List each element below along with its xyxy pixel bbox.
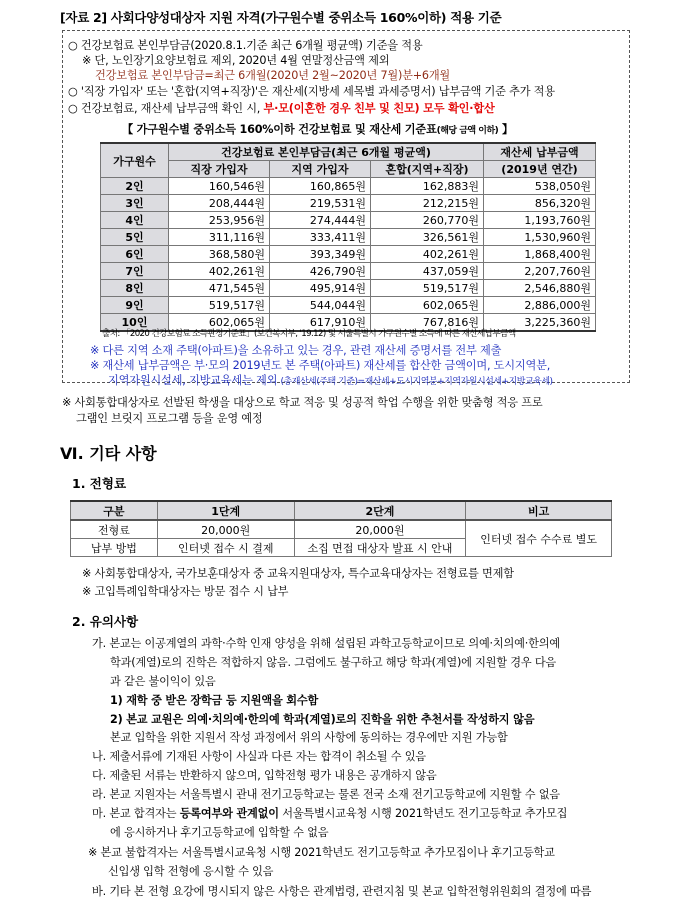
section-title: Ⅵ. 기타 사항 [60, 444, 157, 463]
table-row [101, 297, 596, 314]
work-cell: 253,956원 [169, 212, 270, 229]
criteria-3-prefix: ○ 건강보험료, 재산세 납부금액 확인 시, [68, 102, 264, 115]
income-table-title-small: (해당 금액 이하) [436, 126, 499, 136]
caution-ga-2: 학과(계열)로의 진학은 적합하지 않음. 그럼에도 불구하고 해당 학과(계열)에 지원할 경우 다음 [110, 656, 557, 669]
work-cell: 402,261원 [169, 263, 270, 280]
col-tax-year: (2019년 연간) [484, 161, 596, 178]
caution-ma-1-bold: 등록여부와 관계없이 [179, 807, 279, 820]
work-cell: 208,444원 [169, 195, 270, 212]
col-tax: 재산세 납부금액 [484, 143, 596, 161]
col-work: 직장 가입자 [169, 161, 270, 178]
fee-note-1: ※ 사회통합대상자, 국가보훈대상자 중 교육지원대상자, 특수교육대상자는 전형료를 면제함 [82, 567, 514, 580]
caution-ma-1-suffix: 서울특별시교육청 시행 2021학년도 전기고등학교 추가모집 [278, 807, 568, 820]
table-row [101, 195, 596, 212]
household-size-cell: 5인 [101, 229, 169, 246]
col-health: 건강보험료 본인부담금(최근 6개월 평균액) [169, 143, 484, 161]
mixed-cell: 602,065원 [371, 297, 484, 314]
payment-stage1: 인터넷 접수 시 결제 [157, 539, 294, 557]
caution-na: 나. 제출서류에 기재된 사항이 사실과 다른 자는 합격이 취소될 수 있음 [92, 750, 426, 763]
table-row [101, 212, 596, 229]
fee-stage1-amount: 20,000원 [157, 520, 294, 539]
tax-cell: 856,320원 [484, 195, 596, 212]
fee-note-2: ※ 고입특례입학대상자는 방문 접수 시 납부 [82, 585, 289, 598]
table-row [101, 229, 596, 246]
income-note-2: ※ 재산세 납부금액은 부·모의 2019년도 본 주택(아파트) 재산세를 합산한 금액이며, 도시지역분, [90, 359, 551, 372]
criteria-2: ○ '직장 가입자' 또는 '혼합(지역+직장)'은 재산세(지방세 세목별 과세증명서) 납부금액 기준 추가 적용 [68, 85, 555, 98]
fee-row-label: 전형료 [71, 520, 158, 539]
fee-stage2-amount: 20,000원 [294, 520, 466, 539]
caution-ma-note-1: ※ 본교 불합격자는 서울특별시교육청 시행 2021학년도 전기고등학교 추가모집이나 후기고등학교 [88, 846, 555, 859]
work-cell: 160,546원 [169, 178, 270, 195]
mixed-cell: 402,261원 [371, 246, 484, 263]
mixed-cell: 212,215원 [371, 195, 484, 212]
criteria-1-formula: 건강보험료 본인부담금=최근 6개월(2020년 2월~2020년 7월)분+6개월 [95, 69, 451, 82]
table-row [101, 263, 596, 280]
caution-ba: 바. 기타 본 전형 요강에 명시되지 않은 사항은 관계법령, 관련지침 및 본교 입학전형위원회의 결정에 따름 [92, 885, 592, 898]
caution-ma-2: 에 응시하거나 후기고등학교에 입학할 수 없음 [110, 826, 329, 839]
criteria-3 [68, 101, 495, 116]
fee-col-stage2: 2단계 [294, 501, 466, 520]
household-size-cell: 9인 [101, 297, 169, 314]
work-cell: 471,545원 [169, 280, 270, 297]
region-cell: 274,444원 [270, 212, 371, 229]
criteria-1: ○ 건강보험료 본인부담금(2020.8.1.기준 최근 6개월 평균액) 기준을 적용 [68, 39, 423, 52]
region-cell: 393,349원 [270, 246, 371, 263]
work-cell: 519,517원 [169, 297, 270, 314]
criteria-1-note: ※ 단, 노인장기요양보험료 제외, 2020년 4월 연말정산금액 제외 [82, 54, 390, 67]
region-cell: 544,044원 [270, 297, 371, 314]
fee-section-title: 1. 전형료 [72, 476, 127, 491]
work-cell: 311,116원 [169, 229, 270, 246]
household-size-cell: 2인 [101, 178, 169, 195]
income-table-title-end: 】 [498, 123, 513, 136]
fee-remark: 인터넷 접수 수수료 별도 [466, 520, 612, 557]
work-cell: 602,065원 [169, 314, 270, 332]
income-note-2b [108, 373, 553, 390]
bridge-note-2: 그램인 브릿지 프로그램 등을 운영 예정 [76, 412, 263, 425]
mixed-cell: 260,770원 [371, 212, 484, 229]
income-note-1: ※ 다른 지역 소재 주택(아파트)을 소유하고 있는 경우, 관련 재산세 증명서를 전부 제출 [90, 344, 502, 357]
payment-row-label: 납부 방법 [71, 539, 158, 557]
tax-cell: 1,868,400원 [484, 246, 596, 263]
caution-ra: 라. 본교 지원자는 서울특별시 관내 전기고등학교는 물론 전국 소재 전기고등학교에 지원할 수 없음 [92, 788, 560, 801]
fee-col-remark: 비고 [466, 501, 612, 520]
col-household: 가구원수 [101, 143, 169, 178]
mixed-cell: 519,517원 [371, 280, 484, 297]
work-cell: 368,580원 [169, 246, 270, 263]
caution-section-title: 2. 유의사항 [72, 614, 139, 629]
criteria-3-highlight: 부·모(이혼한 경우 친부 및 친모) 모두 확인·합산 [263, 102, 495, 115]
tax-cell: 2,207,760원 [484, 263, 596, 280]
household-size-cell: 8인 [101, 280, 169, 297]
region-cell: 160,865원 [270, 178, 371, 195]
income-note-2b-small: (총재산세(주택 기준)=재산세+도시지역분+지역자원시설세+지방교육세) [280, 377, 553, 387]
col-region: 지역 가입자 [270, 161, 371, 178]
table-row [101, 178, 596, 195]
caution-ga-1: 가. 본교는 이공계열의 과학·수학 인재 양성을 위해 설립된 과학고등학교이므로 의예·치의예·한의예 [92, 637, 560, 650]
caution-ma-note-2: 신입생 입학 전형에 응시할 수 있음 [108, 865, 274, 878]
caution-ga-5: 2) 본교 교원은 의예·치의예·한의예 학과(계열)로의 진학을 위한 추천서를 작성하지 않음 [110, 713, 535, 726]
income-note-2b-main: 지역자원시설세, 지방교육세는 제외 [108, 374, 278, 387]
tax-cell: 1,530,960원 [484, 229, 596, 246]
tax-cell: 2,546,880원 [484, 280, 596, 297]
caution-ma-1 [92, 806, 567, 821]
region-cell: 333,411원 [270, 229, 371, 246]
region-cell: 495,914원 [270, 280, 371, 297]
household-size-cell: 4인 [101, 212, 169, 229]
caution-ga-3: 과 같은 불이익이 있음 [110, 675, 216, 688]
fee-col-type: 구분 [71, 501, 158, 520]
household-size-cell: 7인 [101, 263, 169, 280]
household-size-cell: 10인 [101, 314, 169, 332]
mixed-cell: 162,883원 [371, 178, 484, 195]
region-cell: 426,790원 [270, 263, 371, 280]
page-title: [자료 2] 사회다양성대상자 지원 자격(가구원수별 중위소득 160%이하) 적용 기준 [60, 10, 502, 25]
table-row [101, 280, 596, 297]
tax-cell: 3,225,360원 [484, 314, 596, 332]
income-table [100, 142, 596, 332]
income-source: 출처: 「2020 건강보험료 소득판정기준표」(보건복지부, '19.12) 및 서울특별시 가구원수별 소득에 따른 재산세납부금액 [102, 329, 516, 339]
col-mixed: 혼합(지역+직장) [371, 161, 484, 178]
caution-da: 다. 제출된 서류는 반환하지 않으며, 입학전형 평가 내용은 공개하지 않음 [92, 769, 437, 782]
mixed-cell: 326,561원 [371, 229, 484, 246]
table-row [101, 246, 596, 263]
caution-ga-4: 1) 재학 중 받은 장학금 등 지원액을 회수함 [110, 694, 319, 707]
income-table-title [122, 122, 513, 139]
region-cell: 219,531원 [270, 195, 371, 212]
fee-col-stage1: 1단계 [157, 501, 294, 520]
tax-cell: 538,050원 [484, 178, 596, 195]
payment-stage2: 소집 면접 대상자 발표 시 안내 [294, 539, 466, 557]
tax-cell: 2,886,000원 [484, 297, 596, 314]
household-size-cell: 6인 [101, 246, 169, 263]
income-table-title-main: 【 가구원수별 중위소득 160%이하 건강보험료 및 재산세 기준표 [122, 123, 437, 136]
fee-table [70, 500, 612, 557]
bridge-note-1: ※ 사회통합대상자로 선발된 학생을 대상으로 학교 적응 및 성공적 학업 수행을 위한 맞춤형 적응 프로 [62, 396, 543, 409]
tax-cell: 1,193,760원 [484, 212, 596, 229]
household-size-cell: 3인 [101, 195, 169, 212]
caution-ga-6: 본교 입학을 위한 지원서 작성 과정에서 위의 사항에 동의하는 경우에만 지원 가능함 [110, 731, 508, 744]
mixed-cell: 767,816원 [371, 314, 484, 332]
mixed-cell: 437,059원 [371, 263, 484, 280]
region-cell: 617,910원 [270, 314, 371, 332]
caution-ma-1-prefix: 마. 본교 합격자는 [92, 807, 180, 820]
